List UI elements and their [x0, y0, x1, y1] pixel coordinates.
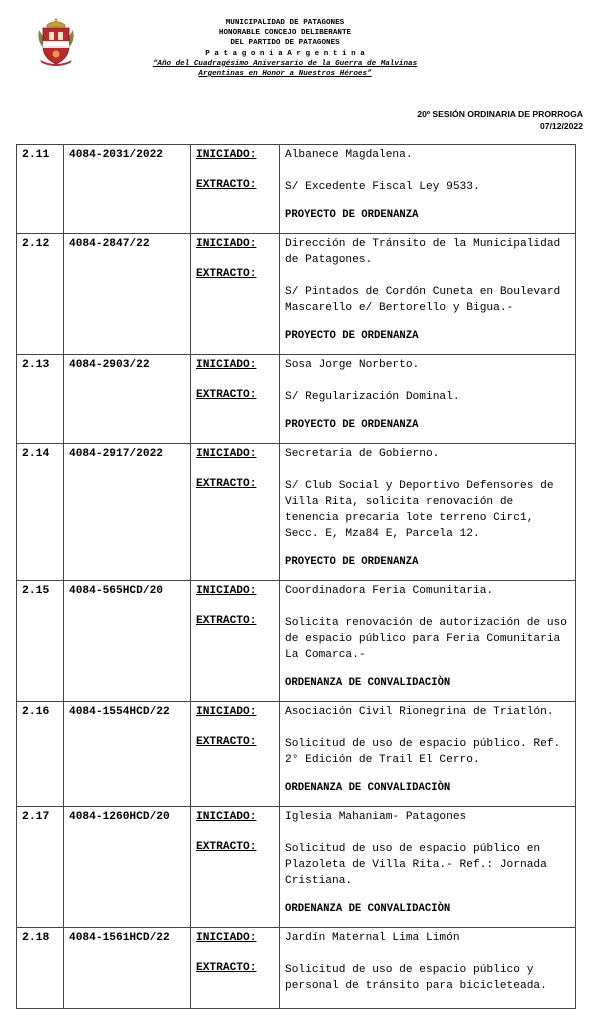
extracto-label: EXTRACTO: [196, 478, 257, 490]
field-labels [191, 581, 280, 702]
agenda-table [16, 144, 576, 1009]
document-type: PROYECTO DE ORDENANZA [285, 556, 419, 568]
item-details [280, 928, 576, 1009]
iniciado-value: Dirección de Tránsito de la Municipalidad de Patagones. [285, 238, 561, 266]
field-labels [191, 702, 280, 807]
extracto-label: EXTRACTO: [196, 841, 257, 853]
iniciado-label: INICIADO: [196, 706, 257, 718]
iniciado-label: INICIADO: [196, 238, 257, 250]
iniciado-label: INICIADO: [196, 811, 257, 823]
table-row [17, 807, 576, 928]
table-row [17, 234, 576, 355]
document-type: ORDENANZA DE CONVALIDACIÒN [285, 782, 451, 794]
table-row [17, 444, 576, 581]
header-motto-1: “Año del Cuadragésimo Aniversario de la Guerra de Malvinas [152, 59, 418, 68]
header-line-3: DEL PARTIDO DE PATAGONES [230, 39, 340, 48]
session-date: 07/12/2022 [539, 121, 583, 131]
extracto-value: S/ Regularización Dominal. [285, 391, 460, 403]
table-row [17, 581, 576, 702]
extracto-value: S/ Pintados de Cordón Cuneta en Boulevard Mascarello e/ Bertorello y Bigua.- [285, 286, 561, 314]
extracto-value: S/ Excedente Fiscal Ley 9533. [285, 181, 480, 193]
iniciado-value: Coordinadora Feria Comunitaria. [285, 585, 494, 597]
document-header [100, 18, 470, 79]
extracto-label: EXTRACTO: [196, 389, 257, 401]
extracto-label: EXTRACTO: [196, 179, 257, 191]
item-details [280, 355, 576, 444]
iniciado-label: INICIADO: [196, 585, 257, 597]
session-info [417, 108, 583, 132]
header-line-4: P a t a g o n i a A r g e n t i n a [205, 49, 365, 58]
iniciado-label: INICIADO: [196, 932, 257, 944]
item-details [280, 702, 576, 807]
expediente-number: 4084-1260HCD/20 [64, 807, 191, 928]
extracto-label: EXTRACTO: [196, 615, 257, 627]
iniciado-value: Secretaria de Gobierno. [285, 448, 440, 460]
expediente-number: 4084-2903/22 [64, 355, 191, 444]
item-number: 2.16 [17, 702, 64, 807]
iniciado-value: Sosa Jorge Norberto. [285, 359, 420, 371]
iniciado-label: INICIADO: [196, 149, 257, 161]
extracto-label: EXTRACTO: [196, 736, 257, 748]
document-type: ORDENANZA DE CONVALIDACIÒN [285, 903, 451, 915]
expediente-number: 4084-1554HCD/22 [64, 702, 191, 807]
extracto-value: Solicitud de uso de espacio público y personal de tránsito para bicicleteada. [285, 964, 547, 992]
iniciado-value: Iglesia Mahaniam- Patagones [285, 811, 467, 823]
extracto-value: S/ Club Social y Deportivo Defensores de Villa Rita, solicita renovación de tenencia precaria lote terreno Circ1, Secc. E, Mza84 E, Parcela 12. [285, 480, 554, 540]
iniciado-value: Albanece Magdalena. [285, 149, 413, 161]
table-row [17, 145, 576, 234]
item-number: 2.14 [17, 444, 64, 581]
item-number: 2.12 [17, 234, 64, 355]
item-details [280, 234, 576, 355]
header-motto-2: Argentinas en Honor a Nuestros Héroes” [198, 70, 372, 79]
expediente-number: 4084-2847/22 [64, 234, 191, 355]
header-line-2: HONORABLE CONCEJO DELIBERANTE [218, 29, 352, 38]
session-title: 20º SESIÓN ORDINARIA DE PRORROGA [417, 109, 583, 119]
document-type: PROYECTO DE ORDENANZA [285, 419, 419, 431]
item-number: 2.13 [17, 355, 64, 444]
expediente-number: 4084-2031/2022 [64, 145, 191, 234]
extracto-value: Solicita renovación de autorización de uso de espacio público para Feria Comunitaria La Comarca.- [285, 617, 567, 661]
iniciado-label: INICIADO: [196, 359, 257, 371]
field-labels [191, 145, 280, 234]
item-details [280, 145, 576, 234]
extracto-label: EXTRACTO: [196, 268, 257, 280]
item-details [280, 581, 576, 702]
iniciado-label: INICIADO: [196, 448, 257, 460]
municipal-crest-icon [36, 16, 76, 68]
table-row [17, 928, 576, 1009]
item-number: 2.15 [17, 581, 64, 702]
expediente-number: 4084-1561HCD/22 [64, 928, 191, 1009]
field-labels [191, 444, 280, 581]
document-type: ORDENANZA DE CONVALIDACIÒN [285, 677, 451, 689]
item-number: 2.11 [17, 145, 64, 234]
extracto-label: EXTRACTO: [196, 962, 257, 974]
iniciado-value: Jardín Maternal Lima Limón [285, 932, 460, 944]
expediente-number: 4084-565HCD/20 [64, 581, 191, 702]
table-row [17, 355, 576, 444]
header-line-1: MUNICIPALIDAD DE PATAGONES [225, 19, 345, 27]
table-row [17, 702, 576, 807]
field-labels [191, 234, 280, 355]
field-labels [191, 807, 280, 928]
item-details [280, 444, 576, 581]
item-number: 2.18 [17, 928, 64, 1009]
extracto-value: Solicitud de uso de espacio público. Ref. 2° Edición de Trail El Cerro. [285, 738, 561, 766]
field-labels [191, 355, 280, 444]
iniciado-value: Asociación Civil Rionegrina de Triatlón. [285, 706, 554, 718]
expediente-number: 4084-2917/2022 [64, 444, 191, 581]
document-type: PROYECTO DE ORDENANZA [285, 330, 419, 342]
field-labels [191, 928, 280, 1009]
extracto-value: Solicitud de uso de espacio público en Plazoleta de Villa Rita.- Ref.: Jornada Cristiana. [285, 843, 547, 887]
document-type: PROYECTO DE ORDENANZA [285, 209, 419, 221]
item-number: 2.17 [17, 807, 64, 928]
item-details [280, 807, 576, 928]
